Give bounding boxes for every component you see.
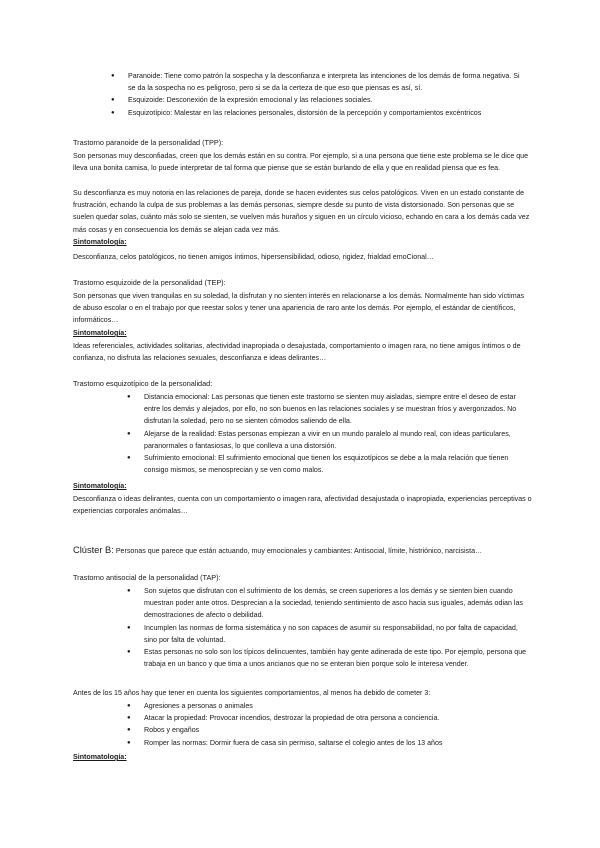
list-item: ● Incumplen las normas de forma sistemática y no son capaces de asumir su responsabilidad, no por falta de capacidad, sino por falta de voluntad. (144, 622, 528, 646)
list-item: ● Atacar la propiedad: Provocar incendios, destrozar la propiedad de otra persona a conciencia. (144, 712, 528, 724)
esquizotipico-list (144, 391, 528, 476)
list-item: ● Robos y engaños (144, 724, 528, 736)
paragraph: Desconfianza, celos patológicos, no tienen amigos íntimos, hipersensibilidad, odioso, rigidez, frialdad emoCional… (73, 253, 434, 261)
section-heading: Trastorno paranoide de la personalidad (TPP): (73, 138, 224, 147)
sintomatologia-label: Sintomatología: (73, 329, 127, 337)
cluster-text: Personas que parece que están actuando, muy emocionales y cambiantes: Antisocial, límite, histriónico, narcisista… (115, 547, 483, 555)
section-heading: Trastorno esquizoide de la personalidad (TEP): (73, 278, 226, 287)
list-item: ● Sufrimiento emocional: El sufrimiento emocional que tienen los esquizotípicos se debe a la mala relación que tienen consigo mismos, se menosprecian y se ven como malos. (144, 452, 528, 476)
paragraph: Su desconfianza es muy notoria en las relaciones de pareja, donde se hacen evidentes sus celos patológicos. Viven en un estado constante de frustración, echando la culpa de sus problemas a las demás personas, siempre desde su punto de vista distorsionado. Son personas que se suelen quedar solas, cuánto más solo se sienten, se vuelven más huraños y siguen en un círculo vicioso, echando en cara a los demás cada vez más cosas y en consecuencia los demás se alejan cada vez más. (73, 189, 530, 234)
paragraph: Desconfianza o ideas delirantes, cuenta con un comportamiento o imagen rara, afectividad desajustada o inapropiada, experiencias perceptivas o experiencias corporales anómalas… (73, 495, 532, 516)
sintomatologia-label: Sintomatología: (73, 753, 127, 761)
behaviors-list (144, 700, 528, 749)
list-item: ● Alejarse de la realidad: Estas personas empiezan a vivir en un mundo paralelo al mundo real, con ideas particulares, paranormales o fantasiosas, lo que conlleva a una distorsión. (144, 428, 528, 452)
list-item: ● Paranoide: Tiene como patrón la sospecha y la desconfianza e interpreta las intenciones de los demás de forma negativa. Si se da la sospecha no es peligroso, pero si se da la certeza de que eso que piensas es así, sí. (128, 70, 528, 94)
sintomatologia-label: Sintomatología: (73, 238, 127, 246)
paragraph: Ideas referenciales, actividades solitarias, afectividad inapropiada o desajustada, comportamiento o imagen rara, no tiene amigos íntimos o de confianza, no disfruta las relaciones sexuales, desconfianza e ideas delirantes… (73, 342, 521, 363)
list-item: ● Estas personas no solo son los típicos delincuentes, también hay gente adinerada de este tipo. Por ejemplo, persona que trabaja en un banco y que tima a unos ancianos que no se enteran bien porque solo le interesa vender. (144, 646, 528, 670)
list-item: ● Distancia emocional: Las personas que tienen este trastorno se sienten muy aisladas, siempre entre el deseo de estar entre los demás y alejados, por ello, no son buenos en las relaciones sociales y se muestran fríos y avergonzados. No disfrutan la soledad, pero no se sienten cómodos saliendo de ella. (144, 391, 528, 428)
intro-list (128, 70, 528, 119)
paragraph: Son personas muy desconfiadas, creen que los demás están en su contra. Por ejemplo, si a una persona que tiene este problema se le dice que lleva una bonita camisa, lo puede interpretar de tal forma que piense que se están burlando de ella y que en realidad piensa que es fea. (73, 152, 529, 173)
paragraph: Son personas que viven tranquilas en su soledad, la disfrutan y no sienten interés en relacionarse a los demás. Normalmente han sido víctimas de abuso escolar o en el trabajo por que reestar solos y tener una apariencia de raro ante los demás. Por ejemplo, el estándar de científicos, informáticos… (73, 292, 525, 325)
paragraph: Antes de los 15 años hay que tener en cuenta los siguientes comportamientos, al menos ha debido de cometer 3: (73, 689, 431, 697)
section-heading: Trastorno antisocial de la personalidad (TAP): (73, 573, 221, 582)
section-heading: Trastorno esquizotípico de la personalidad: (73, 379, 213, 388)
list-item: ● Agresiones a personas o animales (144, 700, 528, 712)
list-item: ● Esquizotípico: Malestar en las relaciones personales, distorsión de la percepción y comportamientos excéntricos (128, 107, 528, 119)
list-item: ● Son sujetos que disfrutan con el sufrimiento de los demás, se creen superiores a los demás y se sienten bien cuando muestran poder ante otros. Desprecian a la sociedad, teniendo sentimiento de asco hacia sus iguales, además odian las demostraciones de afecto o debilidad. (144, 585, 528, 622)
cluster-label: Clúster B: (73, 545, 114, 555)
cluster-b-heading (73, 544, 533, 557)
list-item: ● Esquizoide: Desconexión de la expresión emocional y las relaciones sociales. (128, 94, 528, 106)
sintomatologia-label: Sintomatología: (73, 482, 127, 490)
list-item: ● Romper las normas: Dormir fuera de casa sin permiso, saltarse el colegio antes de los 13 años (144, 737, 528, 749)
antisocial-list (144, 585, 528, 670)
